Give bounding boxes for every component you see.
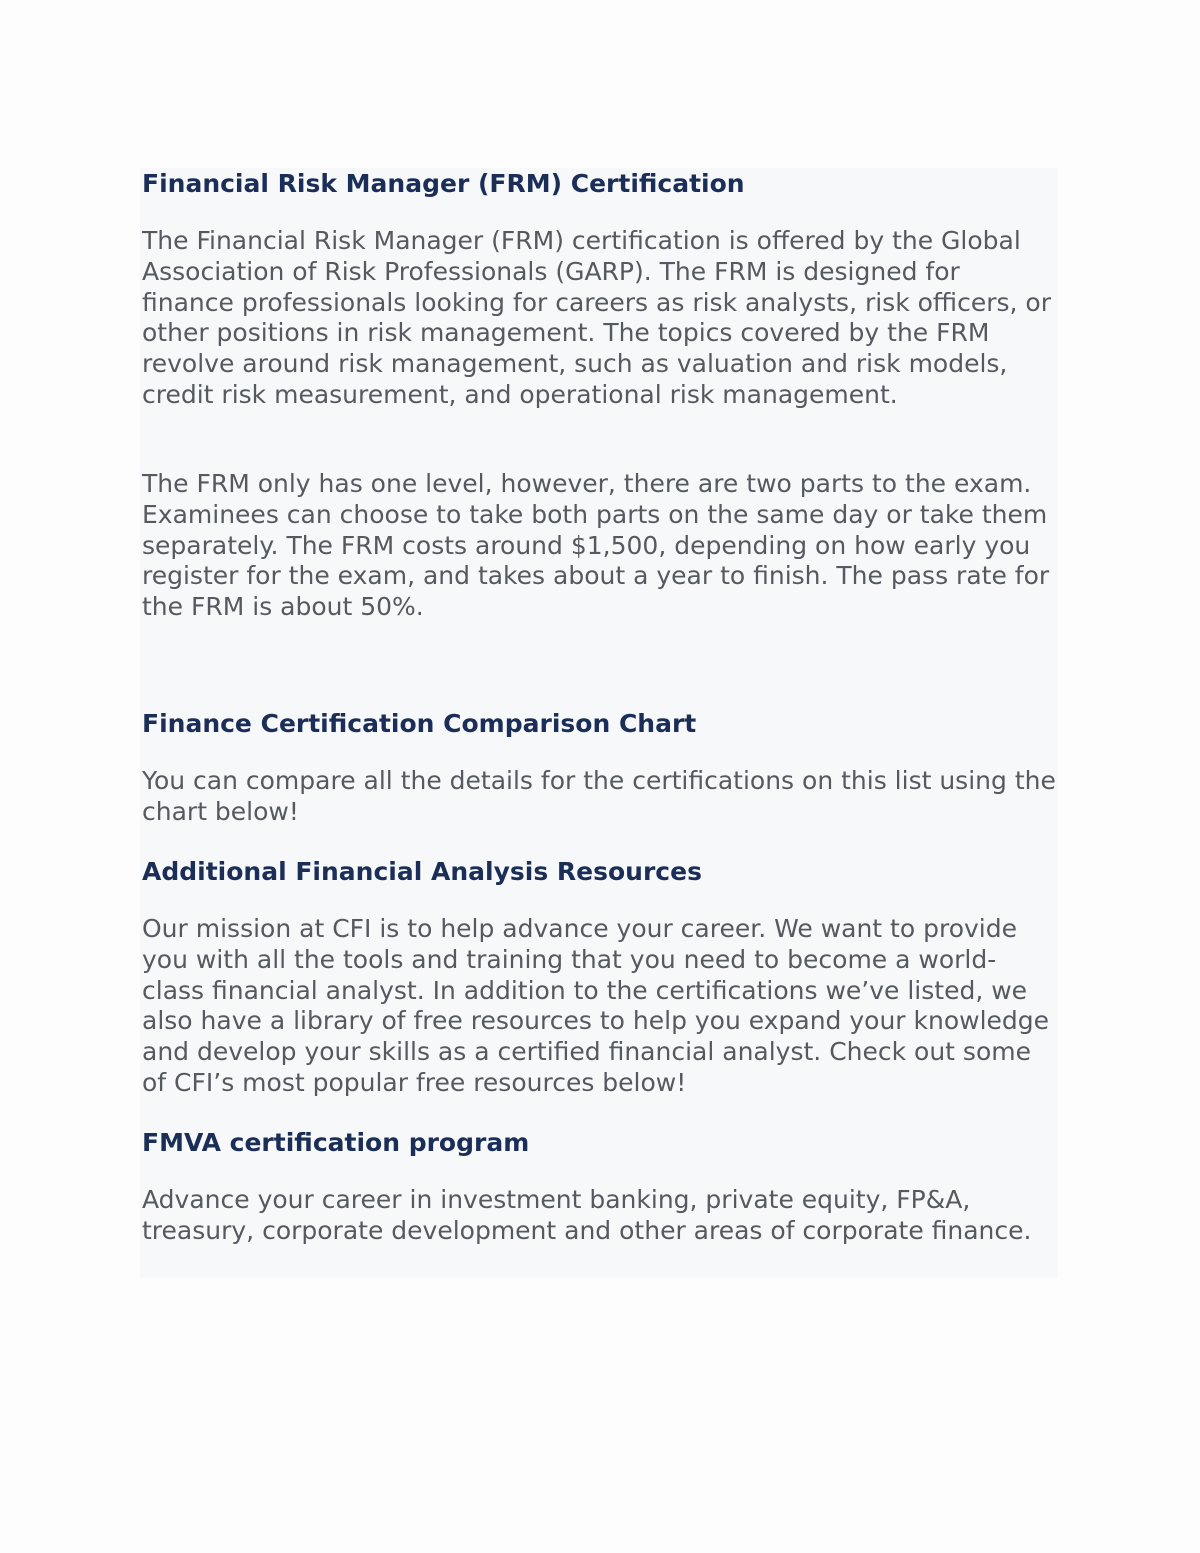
resources-paragraph: Our mission at CFI is to help advance your career. We want to provide you with all the tools and training that you need to become a world-class financial analyst. In addition to the certifications we’ve listed, we also have a library of free resources to help you expand your knowledge and develop your skills as a certified financial analyst. Check out some of CFI’s most popular free resources below!	[142, 914, 1050, 1097]
comparison-chart-paragraph: You can compare all the details for the certifications on this list using the chart below!	[142, 766, 1056, 826]
document-content	[140, 168, 1058, 1278]
frm-heading: Financial Risk Manager (FRM) Certification	[142, 169, 745, 198]
fmva-heading: FMVA certification program	[142, 1128, 530, 1157]
frm-paragraph-1: The Financial Risk Manager (FRM) certification is offered by the Global Association of Risk Professionals (GARP). The FRM is designed for finance professionals looking for careers as risk analysts, risk officers, or other positions in risk management. The topics covered by the FRM revolve around risk management, such as valuation and risk models, credit risk measurement, and operational risk management.	[142, 226, 1051, 409]
fmva-paragraph: Advance your career in investment banking, private equity, FP&A, treasury, corporate development and other areas of corporate finance.	[142, 1185, 1032, 1245]
resources-heading: Additional Financial Analysis Resources	[142, 857, 702, 886]
frm-paragraph-2: The FRM only has one level, however, there are two parts to the exam. Examinees can choose to take both parts on the same day or take them separately. The FRM costs around $1,500, depending on how early you register for the exam, and takes about a year to finish. The pass rate for the FRM is about 50%.	[142, 469, 1050, 622]
comparison-chart-heading: Finance Certification Comparison Chart	[142, 709, 697, 738]
